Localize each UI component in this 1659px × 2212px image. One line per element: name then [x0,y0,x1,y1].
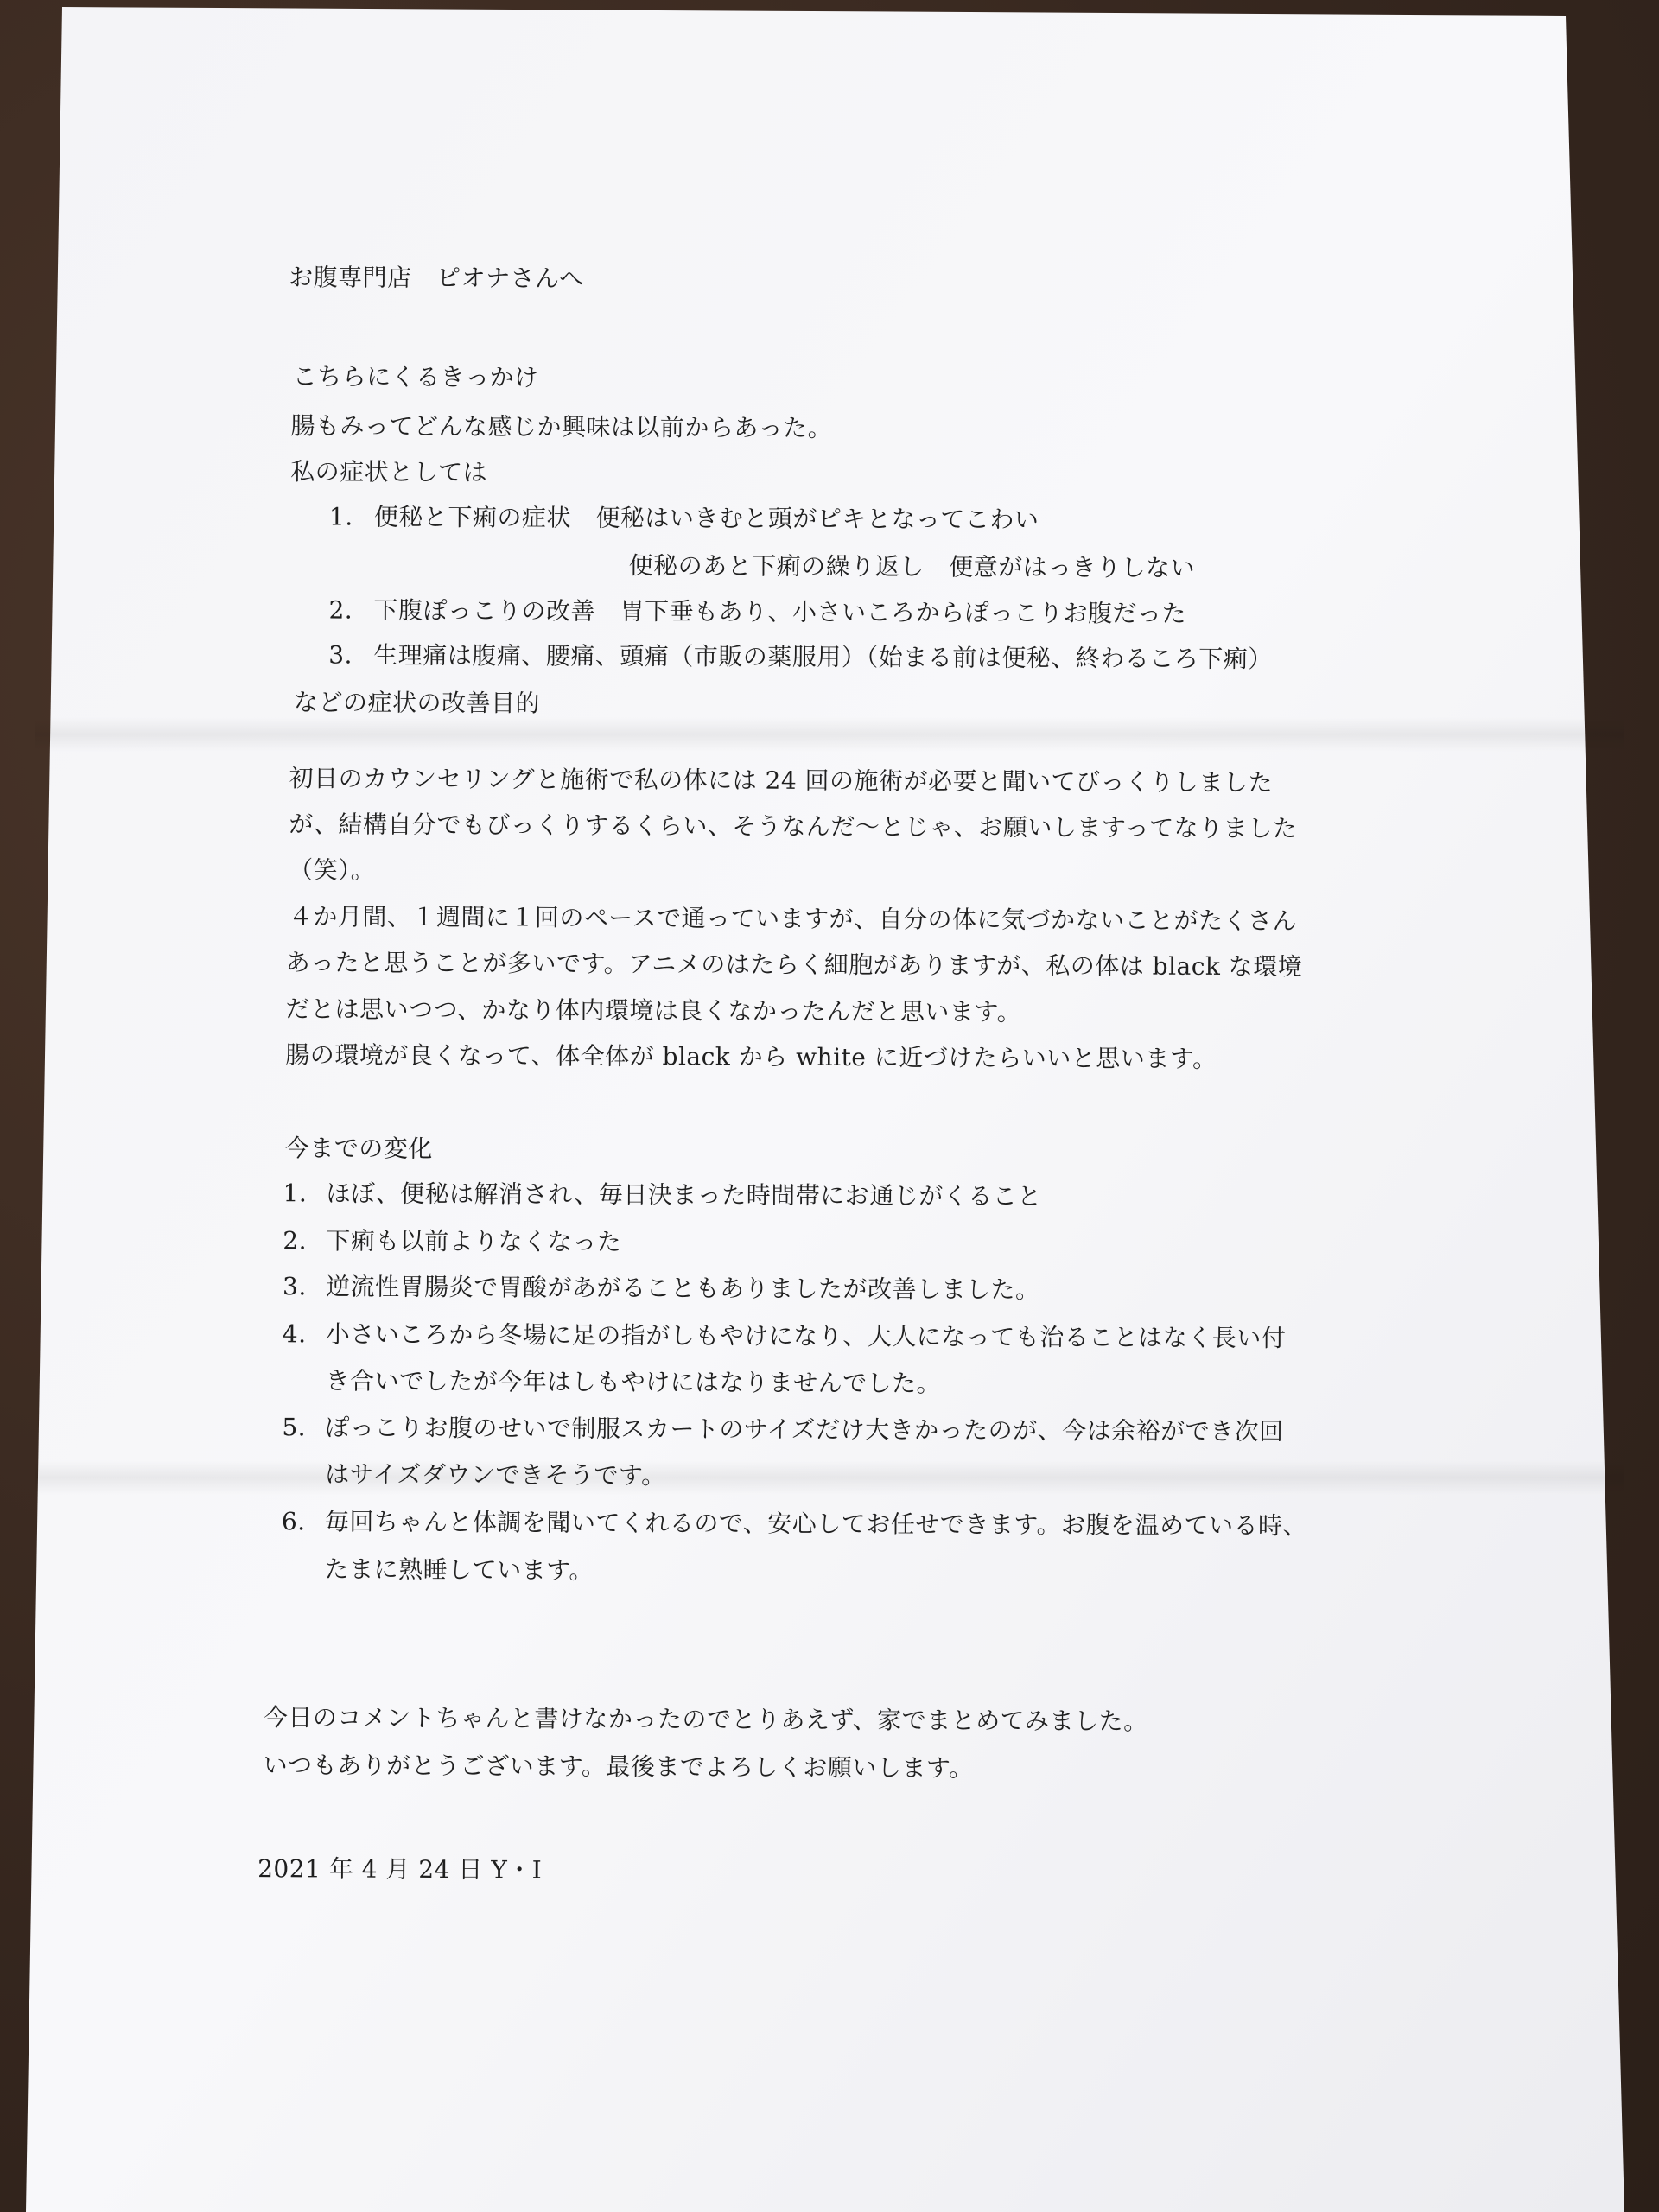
change-line: 小さいころから冬場に足の指がしもやけになり、大人になっても治ることはなく長い付 [325,1319,1287,1353]
body-line: （笑）。 [289,855,376,885]
symptom-number: 3. [328,640,353,670]
change-number: 3. [283,1272,307,1301]
body-line: 初日のカウンセリングと施術で私の体には 24 回の施術が必要と聞いてびっくりしました [289,764,1274,798]
change-line: 下痢も以前よりなくなった [326,1226,622,1256]
change-number: 1. [283,1179,308,1208]
closing-line: いつもありがとうございます。最後までよろしくお願いします。 [263,1751,974,1783]
change-line: ぽっこりお腹のせいで制服スカートのサイズだけ大きかったのが、今は余裕ができ次回 [325,1413,1284,1446]
salutation: お腹専門店 ピオナさんへ [289,263,584,293]
change-number: 6. [281,1507,306,1536]
change-line: 逆流性胃腸炎で胃酸があがることもありましたが改善しました。 [326,1272,1040,1305]
body-line: ４か月間、１週間に１回のペースで通っていますが、自分の体に気づかないことがたくさん [288,902,1298,936]
change-number: 2. [283,1226,308,1255]
changes-heading: 今までの変化 [284,1134,433,1163]
body-line: あったと思うことが多いです。アニメのはたらく細胞がありますが、私の体は black な環境 [285,948,1303,982]
intro-line: 腸もみってどんな感じか興味は以前からあった。 [290,411,833,443]
change-line: はサイズダウンできそうです。 [325,1459,666,1491]
symptom-text: 生理痛は腹痛、腰痛、頭痛（市販の薬服用）（始まる前は便秘、終わるころ下痢） [373,640,1273,674]
change-line: 毎回ちゃんと体調を聞いてくれるので、安心してお任せできます。お腹を温めている時、 [324,1507,1308,1541]
body-line: だとは思いつつ、かなり体内環境は良くなかったんだと思います。 [285,995,1022,1027]
symptom-number: 1. [328,502,353,531]
symptoms-heading: 私の症状としては [290,457,488,487]
change-number: 4. [282,1319,307,1349]
change-line: き合いでしたが今年はしもやけにはなりませんでした。 [325,1366,942,1398]
symptom-number: 2. [328,595,353,625]
body-line: 腸の環境が良くなって、体全体が black から white に近づけたらいいと思います。 [285,1040,1217,1073]
symptoms-closing: などの症状の改善目的 [293,688,541,718]
body-line: が、結構自分でもびっくりするくらい、そうなんだ〜とじゃ、お願いしますってなりました [289,810,1298,843]
signature-date: 2021 年 4 月 24 日 Y・I [257,1854,543,1885]
closing-line: 今日のコメントちゃんと書けなかったのでとりあえず、家でまとめてみました。 [263,1703,1148,1736]
change-number: 5. [282,1413,307,1442]
symptom-text: 便秘と下痢の症状 便秘はいきむと頭がピキとなってこわい [373,502,1039,535]
change-line: ほぼ、便秘は解消され、毎日決まった時間帯にお通じがくること [326,1179,1042,1211]
intro-heading: こちらにくるきっかけ [292,362,539,392]
change-line: たまに熟睡しています。 [324,1554,594,1585]
symptom-text: 下腹ぽっこりの改善 胃下垂もあり、小さいころからぽっこりお腹だった [373,595,1187,628]
symptom-continuation: 便秘のあと下痢の繰り返し 便意がはっきりしない [628,550,1196,582]
